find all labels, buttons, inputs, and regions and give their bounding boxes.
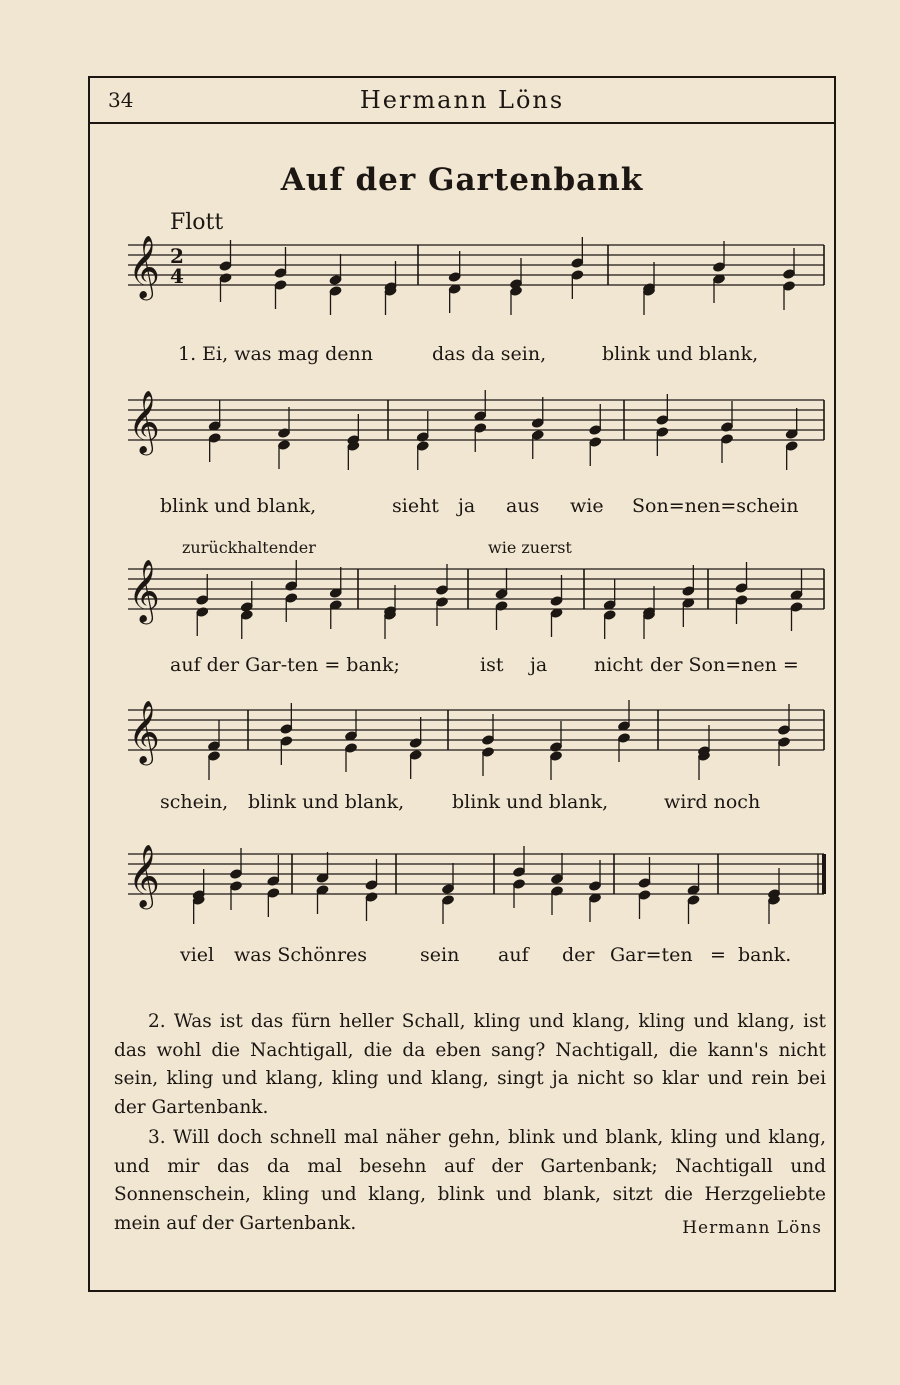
staff-system-3 (128, 559, 824, 622)
tempo-marking: Flott (170, 210, 224, 235)
music-staff-2 (128, 390, 824, 453)
music-staff-1 (128, 235, 824, 298)
staff-system-1 (128, 235, 824, 298)
lyric-syllable: sein (420, 944, 460, 966)
treble-clef-icon: 𝄞 (128, 235, 160, 298)
lyric-syllable: Son=nen=schein (632, 495, 799, 517)
running-head: Hermann Löns (359, 86, 565, 114)
page-number: 34 (108, 88, 134, 112)
music-staff-5 (128, 844, 824, 907)
tempo-mark-rit: zurückhaltender (182, 538, 316, 557)
lyric-syllable: das da sein, (432, 343, 547, 365)
treble-clef-icon: 𝄞 (128, 700, 160, 763)
lyric-syllable: wie (570, 495, 604, 517)
music-staff-3 (128, 559, 824, 622)
lyrics-line-3 (90, 654, 834, 684)
staff-system-5 (128, 844, 824, 907)
lyric-syllable: blink und blank, (452, 791, 609, 813)
page-frame (88, 76, 836, 1292)
lyric-syllable: bank. (738, 944, 792, 966)
staff-system-2 (128, 390, 824, 453)
lyric-syllable: auf (498, 944, 529, 966)
time-signature-bottom: 4 (170, 264, 184, 288)
author-signature: Hermann Löns (682, 1218, 822, 1238)
treble-clef-icon: 𝄞 (128, 844, 160, 907)
verse-3-text: 3. Will doch schnell mal näher gehn, blink und blank, kling und klang, und mir das da mal besehn auf der Gartenbank; Nachtigall und Sonnenschein, kling und klang, blink und blank, sitzt die Herzgeliebte mein auf der Gartenbank. (114, 1127, 826, 1234)
lyric-syllable: sieht (392, 495, 439, 517)
lyric-syllable: was Schönres (234, 944, 368, 966)
lyric-syllable: der (562, 944, 595, 966)
lyrics-line-2 (90, 495, 834, 525)
treble-clef-icon: 𝄞 (128, 390, 160, 453)
lyrics-line-1 (90, 343, 834, 373)
verse-2-text: 2. Was ist das fürn heller Schall, kling und klang, kling und klang, ist das wohl die Nachtigall, die da eben sang? Nachtigall, die kann's nicht sein, kling und klang, kling und klang, singt ja nicht so klar und rein bei der Gartenbank. (114, 1011, 826, 1118)
lyric-syllable: der Son=nen = (650, 654, 799, 676)
staff-system-4 (128, 700, 824, 763)
lyric-syllable: ja (458, 495, 476, 517)
treble-clef-icon: 𝄞 (128, 559, 160, 622)
lyrics-line-5 (90, 944, 834, 974)
song-title: Auf der Gartenbank (280, 162, 644, 198)
lyric-syllable: Gar=ten (610, 944, 693, 966)
music-staff-4 (128, 700, 824, 763)
lyrics-line-4 (90, 791, 834, 821)
lyric-syllable: aus (506, 495, 540, 517)
lyric-syllable: nicht (594, 654, 643, 676)
tempo-mark-a-tempo: wie zuerst (488, 538, 572, 557)
lyric-syllable: blink und blank, (602, 343, 759, 365)
lyric-syllable: schein, (160, 791, 229, 813)
lyric-syllable: blink und blank, (248, 791, 405, 813)
lyric-syllable: ja (530, 654, 548, 676)
lyric-syllable: auf der Gar-ten = bank; (170, 654, 400, 676)
lyric-syllable: viel (180, 944, 215, 966)
lyric-syllable: ist (480, 654, 504, 676)
lyric-syllable: blink und blank, (160, 495, 317, 517)
page-header (90, 78, 834, 124)
time-signature-top: 2 (170, 244, 184, 268)
verse-2 (114, 1008, 826, 1122)
lyric-syllable: 1. Ei, was mag denn (178, 343, 374, 365)
lyric-syllable: = (710, 944, 726, 966)
lyric-syllable: wird noch (664, 791, 761, 813)
